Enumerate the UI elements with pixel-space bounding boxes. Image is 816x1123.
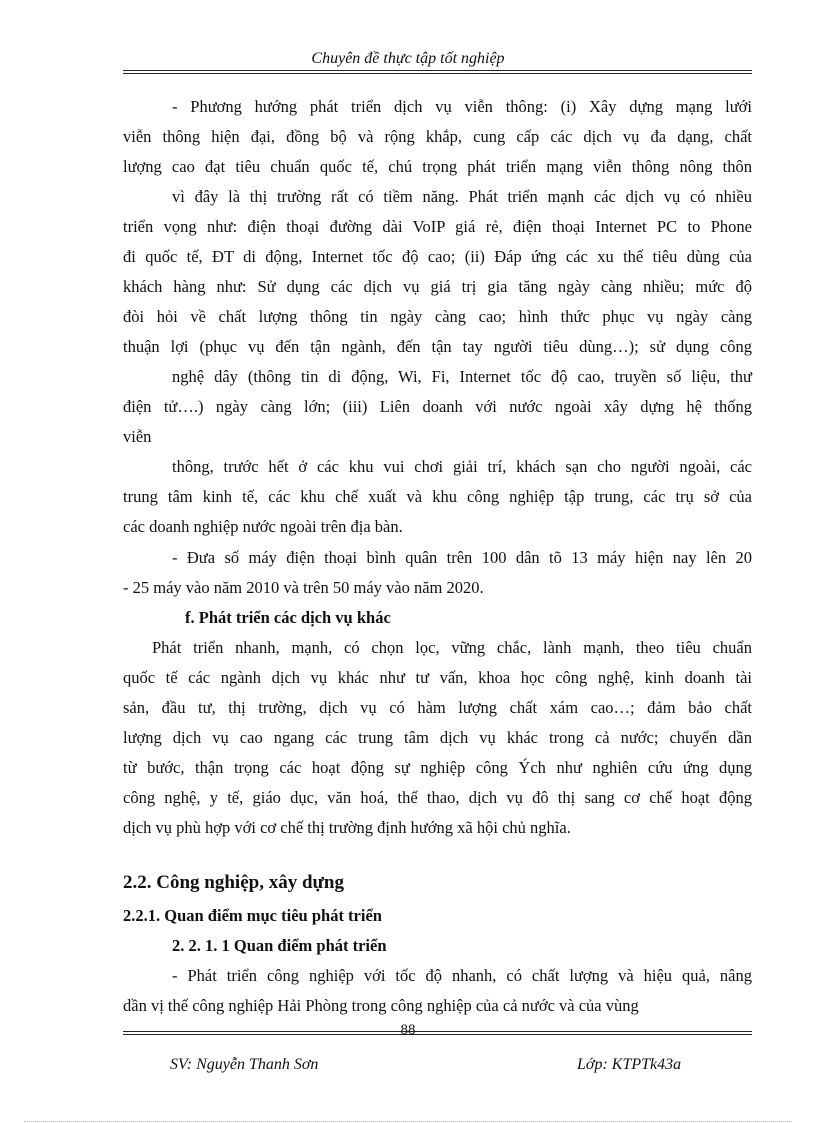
subsection-heading-2-2-1-1: 2. 2. 1. 1 Quan điểm phát triển [172, 936, 387, 955]
text-line: dần vị thế công nghiệp Hải Phòng trong công nghiệp của cả nước và của vùng [123, 996, 639, 1015]
text-line: vì đây là thị trường rất có tiềm năng. Phát triển mạnh các dịch vụ có nhiều [172, 187, 752, 206]
footer-student-name: SV: Nguyễn Thanh Sơn [170, 1056, 319, 1073]
text-line: - 25 máy vào năm 2010 và trên 50 máy vào năm 2020. [123, 578, 484, 597]
text-line: - Đưa số máy điện thoại bình quân trên 100 dân tõ 13 máy hiện nay lên 20 [172, 548, 752, 567]
text-line: triển vọng như: điện thoại đường dài VoIP giá rẻ, điện thoại Internet PC to Phone [123, 217, 752, 236]
text-line: dịch vụ phù hợp với cơ chế thị trường định hướng xã hội chủ nghĩa. [123, 818, 571, 837]
footer-class: Lớp: KTPTk43a [577, 1056, 682, 1073]
text-line: trung tâm kinh tế, các khu chế xuất và khu công nghiệp tập trung, các trụ sở của [123, 487, 752, 506]
text-line: sản, đầu tư, thị trường, dịch vụ có hàm lượng chất xám cao…; đảm bảo chất [123, 698, 752, 717]
page-edge-dotted-line [24, 1121, 792, 1122]
text-line: các doanh nghiệp nước ngoài trên địa bàn. [123, 517, 403, 536]
footer-rule-double [123, 1034, 752, 1035]
text-line: - Phương hướng phát triển dịch vụ viễn thông: (i) Xây dựng mạng lưới [172, 97, 752, 116]
text-line: thuận lợi (phục vụ đến tận ngành, đến tận tay người tiêu dùng…); sử dụng công [123, 337, 752, 356]
text-line: thông, trước hết ở các khu vui chơi giải trí, khách sạn cho người ngoài, các [172, 457, 752, 476]
page-number: 88 [400, 1022, 416, 1038]
text-line: đòi hỏi về chất lượng thông tin ngày càng cao; hình thức phục vụ ngày càng [123, 307, 752, 326]
text-line: đi quốc tế, ĐT di động, Internet tốc độ cao; (ii) Đáp ứng các xu thế tiêu dùng của [123, 247, 752, 266]
header-rule-double [123, 73, 752, 74]
text-line: khách hàng như: Sử dụng các dịch vụ giá trị gia tăng ngày càng nhiều; mức độ [123, 277, 752, 296]
header-rule [123, 70, 752, 71]
text-line: nghệ dây (thông tin di động, Wi, Fi, Internet tốc độ cao, truyền số liệu, thư [172, 367, 752, 386]
section-heading-f: f. Phát triển các dịch vụ khác [185, 608, 391, 627]
text-line: điện tử….) ngày càng lớn; (iii) Liên doanh với nước ngoài xây dựng hệ thống [123, 397, 752, 416]
subsection-heading-2-2-1: 2.2.1. Quan điểm mục tiêu phát triển [123, 906, 382, 925]
text-line: công nghệ, y tế, giáo dục, văn hoá, thể thao, dịch vụ đô thị sang cơ chế hoạt động [123, 788, 752, 807]
text-line: viễn thông hiện đại, đồng bộ và rộng khắp, cung cấp các dịch vụ đa dạng, chất [123, 127, 752, 146]
text-line: viễn [123, 427, 152, 446]
text-line: Phát triển nhanh, mạnh, có chọn lọc, vững chắc, lành mạnh, theo tiêu chuẩn [152, 638, 752, 657]
text-line: lượng cao đạt tiêu chuẩn quốc tế, chú trọng phát triển mạng viễn thông nông thôn [123, 157, 752, 176]
text-line: - Phát triển công nghiệp với tốc độ nhanh, có chất lượng và hiệu quả, nâng [172, 966, 752, 985]
section-heading-2-2: 2.2. Công nghiệp, xây dựng [123, 872, 344, 893]
text-line: quốc tế các ngành dịch vụ khác như tư vấn, khoa học công nghệ, kinh doanh tài [123, 668, 752, 687]
footer-rule [123, 1031, 752, 1032]
text-line: lượng dịch vụ cao ngang các trung tâm dịch vụ khác trong cả nước; chuyển dần [123, 728, 752, 747]
text-line: từ bước, thận trọng các hoạt động sự nghiệp công Ých như nghiên cứu ứng dụng [123, 758, 752, 777]
header-title: Chuyên đề thực tập tốt nghiệp [311, 50, 505, 67]
